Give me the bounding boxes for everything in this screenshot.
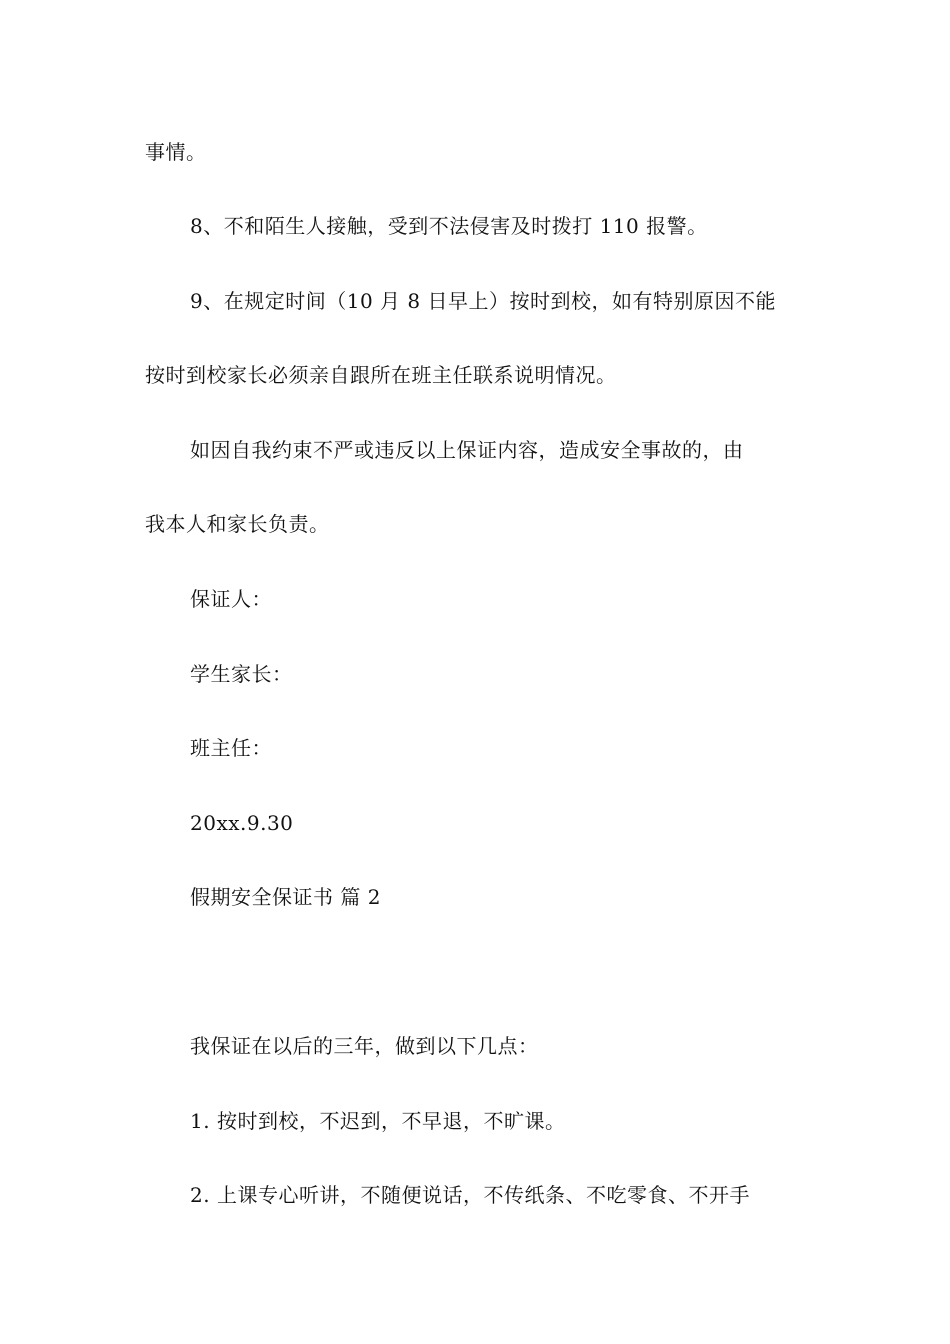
text-line-12: 我保证在以后的三年，做到以下几点： bbox=[190, 1034, 539, 1058]
text-line-2: 8、不和陌生人接触，受到不法侵害及时拨打 110 报警。 bbox=[190, 214, 708, 238]
text-line-3: 9、在规定时间（10 月 8 日早上）按时到校，如有特别原因不能 bbox=[190, 289, 776, 313]
list-item-2: 2. 上课专心听讲，不随便说话，不传纸条、不吃零食、不开手 bbox=[190, 1183, 750, 1207]
parent-label: 学生家长： bbox=[190, 662, 293, 686]
text-line-5: 如因自我约束不严或违反以上保证内容，造成安全事故的，由 bbox=[190, 438, 744, 462]
section-title: 假期安全保证书 篇 2 bbox=[190, 885, 381, 909]
guarantor-label: 保证人： bbox=[190, 587, 272, 611]
date-text: 20xx.9.30 bbox=[190, 811, 294, 835]
teacher-label: 班主任： bbox=[190, 736, 272, 760]
text-line-4: 按时到校家长必须亲自跟所在班主任联系说明情况。 bbox=[145, 363, 617, 387]
text-line-1: 事情。 bbox=[145, 140, 207, 164]
text-line-6: 我本人和家长负责。 bbox=[145, 512, 330, 536]
list-item-1: 1. 按时到校，不迟到，不早退，不旷课。 bbox=[190, 1109, 566, 1133]
